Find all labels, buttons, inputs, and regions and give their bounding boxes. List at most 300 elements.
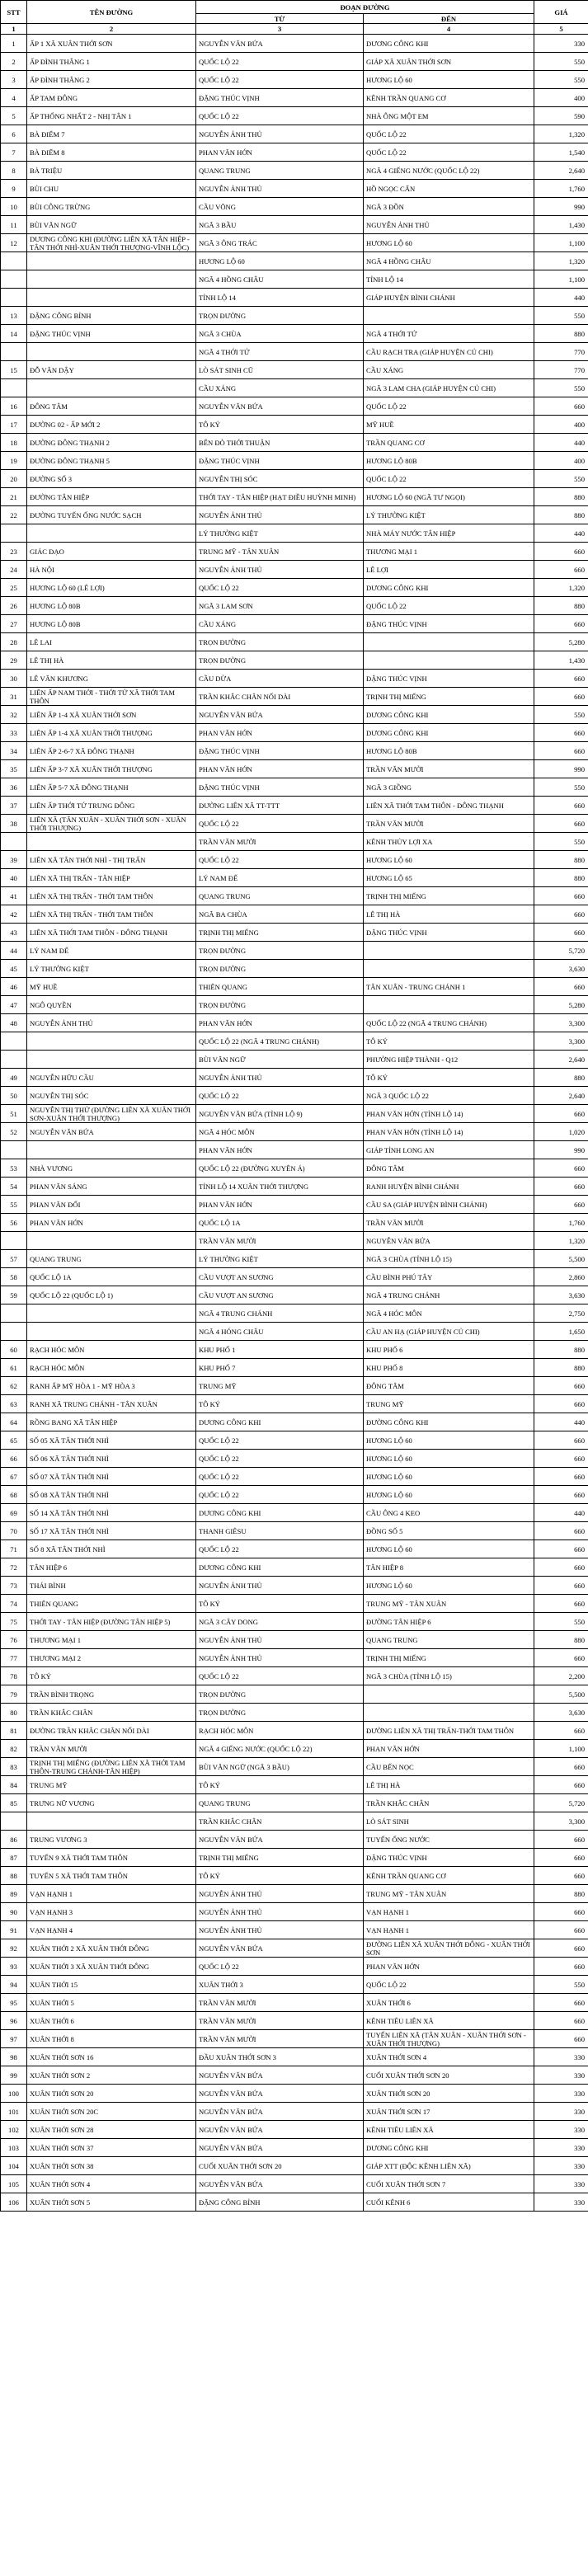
segment-to: KHU PHỐ 6: [364, 1341, 534, 1359]
row-stt: 72: [1, 1558, 27, 1577]
row-stt: 102: [1, 2121, 27, 2139]
row-stt: 80: [1, 1704, 27, 1722]
row-stt: [1, 252, 27, 270]
segment-to: ĐƯỜNG LIÊN XÃ THỊ TRẤN-THỚI TAM THÔN: [364, 1722, 534, 1740]
segment-from: NGÃ 3 LAM SƠN: [196, 597, 364, 615]
segment-to: ĐÔNG TÂM: [364, 1159, 534, 1178]
price-value: 660: [534, 1450, 588, 1468]
segment-to: QUỐC LỘ 22 (NGÃ 4 TRUNG CHÁNH): [364, 1014, 534, 1032]
price-value: 400: [534, 89, 588, 107]
street-name: NGÔ QUYỀN: [27, 996, 196, 1014]
segment-from: NGUYỄN VĂN BỨA: [196, 1831, 364, 1849]
segment-from: LÝ NAM ĐẾ: [196, 869, 364, 887]
table-row: [1, 1486, 588, 1504]
segment-to: DƯƠNG CÔNG KHI: [364, 706, 534, 724]
price-value: 660: [534, 1921, 588, 1939]
table-row: [1, 1323, 588, 1341]
price-value: 1,320: [534, 579, 588, 597]
segment-to: TRẦN VĂN MƯỜI: [364, 760, 534, 778]
segment-to: XUÂN THỚI SƠN 20: [364, 2085, 534, 2103]
column-number-row: [1, 24, 588, 35]
segment-to: [364, 633, 534, 651]
segment-to: DƯƠNG CÔNG KHI: [364, 579, 534, 597]
segment-to: [364, 1704, 534, 1722]
table-row: [1, 162, 588, 180]
row-stt: 33: [1, 724, 27, 742]
table-row: [1, 2030, 588, 2048]
row-stt: 35: [1, 760, 27, 778]
segment-from: NGUYỄN ẢNH THỦ: [196, 1649, 364, 1667]
row-stt: 59: [1, 1286, 27, 1304]
segment-from: ĐẶNG CÔNG BỈNH: [196, 2193, 364, 2212]
segment-to: LÊ LỢI: [364, 561, 534, 579]
row-stt: 66: [1, 1450, 27, 1468]
street-name: ẤP 1 XÃ XUÂN THỚI SƠN: [27, 35, 196, 53]
segment-from: TÔ KÝ: [196, 1595, 364, 1613]
segment-to: NGÃ 4 HÓC MÔN: [364, 1304, 534, 1323]
row-stt: 85: [1, 1794, 27, 1812]
segment-from: ĐƯỜNG LIÊN XÃ TT-TTT: [196, 797, 364, 815]
street-name: XUÂN THỚI 2 XÃ XUÂN THỚI ĐÔNG: [27, 1939, 196, 1958]
segment-from: NGUYỄN VĂN BỨA: [196, 2085, 364, 2103]
segment-to: NGÃ 3 CHÙA (TỈNH LỘ 15): [364, 1250, 534, 1268]
segment-to: [364, 651, 534, 670]
table-row: [1, 1540, 588, 1558]
segment-from: CẦU VƯỢT AN SƯƠNG: [196, 1268, 364, 1286]
row-stt: 17: [1, 416, 27, 434]
row-stt: 71: [1, 1540, 27, 1558]
table-row: [1, 379, 588, 397]
table-row: [1, 706, 588, 724]
segment-from: NGUYỄN ẢNH THỦ: [196, 1069, 364, 1087]
price-value: 660: [534, 1522, 588, 1540]
table-row: [1, 1758, 588, 1776]
segment-from: THỚI TAY - TÂN HIỆP (HẠT ĐIỀU HUỲNH MINH): [196, 488, 364, 506]
segment-to: PHAN VĂN HỚN: [364, 1958, 534, 1976]
segment-from: NGÃ BA CHÙA: [196, 905, 364, 924]
segment-from: KHU PHỐ 1: [196, 1341, 364, 1359]
row-stt: 86: [1, 1831, 27, 1849]
table-row: [1, 2048, 588, 2066]
price-value: 1,760: [534, 180, 588, 198]
price-value: 550: [534, 833, 588, 851]
street-name: LÊ THỊ HÀ: [27, 651, 196, 670]
table-row: [1, 1849, 588, 1867]
row-stt: 60: [1, 1341, 27, 1359]
segment-to: KHU PHỐ 8: [364, 1359, 534, 1377]
segment-from: NGUYỄN ẢNH THỦ: [196, 125, 364, 143]
street-name: ẤP THỐNG NHẤT 2 - NHỊ TÂN 1: [27, 107, 196, 125]
table-row: [1, 1577, 588, 1595]
street-name: SỐ 17 XÃ TÂN THỚI NHÌ: [27, 1522, 196, 1540]
row-stt: [1, 289, 27, 307]
row-stt: 64: [1, 1413, 27, 1431]
table-row: [1, 125, 588, 143]
table-row: [1, 270, 588, 289]
table-row: [1, 180, 588, 198]
segment-from: LÒ SÁT SINH CŨ: [196, 361, 364, 379]
price-value: 1,650: [534, 1323, 588, 1341]
segment-to: QUỐC LỘ 22: [364, 597, 534, 615]
street-name: [27, 833, 196, 851]
price-value: 770: [534, 343, 588, 361]
price-value: 880: [534, 1359, 588, 1377]
street-name: THIÊN QUANG: [27, 1595, 196, 1613]
price-value: 660: [534, 1540, 588, 1558]
segment-from: TÔ KÝ: [196, 416, 364, 434]
price-value: 1,320: [534, 252, 588, 270]
street-name: TRUNG VƯƠNG 3: [27, 1831, 196, 1849]
row-stt: 51: [1, 1105, 27, 1123]
price-value: 550: [534, 71, 588, 89]
segment-to: CẦU ÔNG 4 KEO: [364, 1504, 534, 1522]
row-stt: 47: [1, 996, 27, 1014]
street-name: LIÊN XÃ (TÂN XUÂN - XUÂN THỚI SƠN - XUÂN THỚI THƯỢNG): [27, 815, 196, 833]
price-value: 2,860: [534, 1268, 588, 1286]
row-stt: 84: [1, 1776, 27, 1794]
street-name: [27, 1141, 196, 1159]
street-name: VẠN HẠNH 4: [27, 1921, 196, 1939]
row-stt: 5: [1, 107, 27, 125]
segment-to: VẠN HẠNH 1: [364, 1921, 534, 1939]
row-stt: [1, 833, 27, 851]
table-row: [1, 2139, 588, 2157]
table-row: [1, 1123, 588, 1141]
row-stt: 25: [1, 579, 27, 597]
table-row: [1, 1958, 588, 1976]
street-name: [27, 524, 196, 543]
street-name: XUÂN THỚI 5: [27, 1994, 196, 2012]
segment-from: QUỐC LỘ 22: [196, 1958, 364, 1976]
street-name: TRẦN VĂN MƯỜI: [27, 1740, 196, 1758]
price-value: 1,100: [534, 234, 588, 252]
table-row: [1, 1178, 588, 1196]
segment-from: TỈNH LỘ 14: [196, 289, 364, 307]
table-row: [1, 1069, 588, 1087]
street-name: BÀ TRIỆU: [27, 162, 196, 180]
segment-to: CUỐI KÊNH 6: [364, 2193, 534, 2212]
segment-to: NGUYỄN ẢNH THỦ: [364, 216, 534, 234]
row-stt: 12: [1, 234, 27, 252]
street-name: ĐƯỜNG ĐÔNG THẠNH 5: [27, 452, 196, 470]
price-value: 660: [534, 887, 588, 905]
table-row: [1, 234, 588, 252]
table-row: [1, 53, 588, 71]
segment-from: THANH GIÊSU: [196, 1522, 364, 1540]
street-name: BÙI CÔNG TRỪNG: [27, 198, 196, 216]
street-name: TUYẾN 5 XÃ THỚI TAM THÔN: [27, 1867, 196, 1885]
row-stt: 6: [1, 125, 27, 143]
street-name: BÙI VĂN NGỮ: [27, 216, 196, 234]
street-name: XUÂN THỚI SƠN 28: [27, 2121, 196, 2139]
table-row: [1, 1939, 588, 1958]
segment-from: QUỐC LỘ 22: [196, 1431, 364, 1450]
price-value: 880: [534, 1631, 588, 1649]
table-row: [1, 1631, 588, 1649]
table-row: [1, 597, 588, 615]
segment-to: LÊ THỊ HÀ: [364, 1776, 534, 1794]
price-value: 3,630: [534, 1704, 588, 1722]
street-name: NGUYỄN THỊ SÓC: [27, 1087, 196, 1105]
price-value: 660: [534, 1776, 588, 1794]
street-name: HƯƠNG LỘ 80B: [27, 597, 196, 615]
row-stt: 69: [1, 1504, 27, 1522]
segment-to: LÊ THỊ HÀ: [364, 905, 534, 924]
price-value: 660: [534, 615, 588, 633]
table-row: [1, 289, 588, 307]
segment-from: PHAN VĂN HỚN: [196, 1141, 364, 1159]
row-stt: 38: [1, 815, 27, 833]
street-name: TÔ KÝ: [27, 1667, 196, 1685]
segment-from: NGUYỄN ẢNH THỦ: [196, 1903, 364, 1921]
segment-from: NGUYỄN VĂN BỨA: [196, 35, 364, 53]
street-name: LÝ NAM ĐẾ: [27, 942, 196, 960]
street-name: NGUYỄN THỊ THỬ (ĐƯỜNG LIÊN XÃ XUÂN THỚI SƠN-XUÂN THỚI THƯỢNG): [27, 1105, 196, 1123]
row-stt: 65: [1, 1431, 27, 1450]
price-value: 660: [534, 1867, 588, 1885]
segment-from: THIÊN QUANG: [196, 978, 364, 996]
segment-from: TRỊNH THỊ MIẾNG: [196, 1849, 364, 1867]
street-name: NGUYỄN HỮU CẦU: [27, 1069, 196, 1087]
street-name: [27, 343, 196, 361]
street-name: XUÂN THỚI SƠN 37: [27, 2139, 196, 2157]
price-value: 440: [534, 1504, 588, 1522]
segment-from: BÙI VĂN NGỮ: [196, 1051, 364, 1069]
table-row: [1, 851, 588, 869]
segment-from: TRẦN VĂN MƯỜI: [196, 833, 364, 851]
segment-to: HƯƠNG LỘ 60: [364, 1577, 534, 1595]
segment-to: ĐẶNG THÚC VỊNH: [364, 615, 534, 633]
row-stt: 4: [1, 89, 27, 107]
table-row: [1, 397, 588, 416]
segment-to: CẦU SA (GIÁP HUYỆN BÌNH CHÁNH): [364, 1196, 534, 1214]
price-value: 2,640: [534, 1087, 588, 1105]
street-name: NHÀ VƯƠNG: [27, 1159, 196, 1178]
table-row: [1, 2157, 588, 2175]
street-name: SỐ 14 XÃ TÂN THỚI NHÌ: [27, 1504, 196, 1522]
segment-to: NHÀ MÁY NƯỚC TÂN HIỆP: [364, 524, 534, 543]
row-stt: 22: [1, 506, 27, 524]
price-value: 330: [534, 2066, 588, 2085]
row-stt: 11: [1, 216, 27, 234]
segment-from: TRẦN KHẮC CHÂN: [196, 1812, 364, 1831]
segment-from: NGUYỄN ẢNH THỦ: [196, 180, 364, 198]
row-stt: 106: [1, 2193, 27, 2212]
column-number: 4: [364, 24, 534, 35]
table-row: [1, 1395, 588, 1413]
price-value: 660: [534, 1649, 588, 1667]
price-value: 660: [534, 1831, 588, 1849]
segment-to: CẦU RẠCH TRA (GIÁP HUYỆN CỦ CHI): [364, 343, 534, 361]
street-name: QUANG TRUNG: [27, 1250, 196, 1268]
row-stt: 7: [1, 143, 27, 162]
segment-from: HƯƠNG LỘ 60: [196, 252, 364, 270]
segment-to: HƯƠNG LỘ 60: [364, 234, 534, 252]
header-stt: STT: [1, 1, 27, 24]
segment-from: TÔ KÝ: [196, 1395, 364, 1413]
price-value: 880: [534, 488, 588, 506]
row-stt: 91: [1, 1921, 27, 1939]
price-value: 770: [534, 361, 588, 379]
segment-to: TRẦN VĂN MƯỜI: [364, 815, 534, 833]
table-row: [1, 1087, 588, 1105]
segment-from: DƯƠNG CÔNG KHI: [196, 1504, 364, 1522]
row-stt: 90: [1, 1903, 27, 1921]
price-value: 990: [534, 198, 588, 216]
segment-to: HƯƠNG LỘ 60: [364, 1450, 534, 1468]
price-value: 400: [534, 452, 588, 470]
table-row: [1, 1196, 588, 1214]
segment-from: TRỌN ĐƯỜNG: [196, 942, 364, 960]
price-value: 330: [534, 2139, 588, 2157]
segment-from: PHAN VĂN HỚN: [196, 760, 364, 778]
segment-to: CẦU XÁNG: [364, 361, 534, 379]
segment-from: NGUYỄN VĂN BỨA: [196, 1939, 364, 1958]
column-number: 5: [534, 24, 588, 35]
header-segment: ĐOẠN ĐƯỜNG: [196, 1, 534, 14]
street-name: LIÊN ẤP 1-4 XÃ XUÂN THỚI SƠN: [27, 706, 196, 724]
segment-to: GIÁP TỈNH LONG AN: [364, 1141, 534, 1159]
segment-from: ĐẶNG THÚC VỊNH: [196, 742, 364, 760]
price-value: 660: [534, 1722, 588, 1740]
segment-from: NGUYỄN THỊ SÓC: [196, 470, 364, 488]
segment-from: QUỐC LỘ 22: [196, 579, 364, 597]
table-row: [1, 688, 588, 706]
segment-to: ĐÔNG TÂM: [364, 1377, 534, 1395]
street-name: GIÁC ĐẠO: [27, 543, 196, 561]
table-row: [1, 143, 588, 162]
price-value: 660: [534, 1958, 588, 1976]
row-stt: 40: [1, 869, 27, 887]
segment-from: NGUYỄN VĂN BỨA (TỈNH LỘ 9): [196, 1105, 364, 1123]
table-row: [1, 670, 588, 688]
street-name: ĐÔNG TÂM: [27, 397, 196, 416]
table-row: [1, 506, 588, 524]
street-name: [27, 379, 196, 397]
row-stt: [1, 1812, 27, 1831]
table-row: [1, 924, 588, 942]
segment-from: PHAN VĂN HỚN: [196, 724, 364, 742]
segment-from: NGUYỄN VĂN BỨA: [196, 2066, 364, 2085]
row-stt: 88: [1, 1867, 27, 1885]
segment-from: PHAN VĂN HỚN: [196, 1196, 364, 1214]
table-row: [1, 1903, 588, 1921]
segment-from: CẦU VÕNG: [196, 198, 364, 216]
table-row: [1, 1450, 588, 1468]
price-value: 660: [534, 724, 588, 742]
segment-to: ĐẶNG THÚC VỊNH: [364, 670, 534, 688]
row-stt: 61: [1, 1359, 27, 1377]
row-stt: 34: [1, 742, 27, 760]
row-stt: 73: [1, 1577, 27, 1595]
street-name: XUÂN THỚI SƠN 16: [27, 2048, 196, 2066]
segment-from: TRỌN ĐƯỜNG: [196, 960, 364, 978]
row-stt: 45: [1, 960, 27, 978]
row-stt: 89: [1, 1885, 27, 1903]
segment-from: NGÃ 4 THỚI TỨ: [196, 343, 364, 361]
row-stt: 13: [1, 307, 27, 325]
segment-from: RẠCH HÓC MÔN: [196, 1722, 364, 1740]
segment-to: NGÃ 3 ĐỒN: [364, 198, 534, 216]
row-stt: 99: [1, 2066, 27, 2085]
price-value: 660: [534, 924, 588, 942]
segment-from: QUỐC LỘ 22: [196, 815, 364, 833]
price-value: 880: [534, 1885, 588, 1903]
price-value: 660: [534, 1105, 588, 1123]
table-row: [1, 869, 588, 887]
street-name: THỚI TAY - TÂN HIỆP (ĐƯỜNG TÂN HIỆP 5): [27, 1613, 196, 1631]
street-name: ẤP ĐÌNH THẮNG 1: [27, 53, 196, 71]
row-stt: [1, 1304, 27, 1323]
street-name: RANH ẤP MỸ HÒA 1 - MỸ HÒA 3: [27, 1377, 196, 1395]
row-stt: 2: [1, 53, 27, 71]
row-stt: 32: [1, 706, 27, 724]
table-row: [1, 416, 588, 434]
street-name: LIÊN ẤP 3-7 XÃ XUÂN THỚI THƯỢNG: [27, 760, 196, 778]
table-row: [1, 887, 588, 905]
segment-to: TRỊNH THỊ MIẾNG: [364, 688, 534, 706]
table-row: [1, 343, 588, 361]
street-name: ĐƯỜNG TÂN HIỆP: [27, 488, 196, 506]
row-stt: [1, 343, 27, 361]
segment-from: CẦU XÁNG: [196, 379, 364, 397]
table-row: [1, 1794, 588, 1812]
segment-to: TÂN XUÂN - TRUNG CHÁNH 1: [364, 978, 534, 996]
row-stt: 41: [1, 887, 27, 905]
row-stt: 31: [1, 688, 27, 706]
segment-from: TRUNG MỸ: [196, 1377, 364, 1395]
table-row: [1, 1359, 588, 1377]
segment-to: ĐỒNG SỐ 5: [364, 1522, 534, 1540]
street-name: TRẦN BÌNH TRỌNG: [27, 1685, 196, 1704]
row-stt: 39: [1, 851, 27, 869]
price-value: 660: [534, 1486, 588, 1504]
segment-from: XUÂN THỚI 3: [196, 1976, 364, 1994]
table-row: [1, 1831, 588, 1849]
price-value: 330: [534, 2103, 588, 2121]
price-value: 660: [534, 1903, 588, 1921]
price-value: 660: [534, 1196, 588, 1214]
street-name: RỒNG BANG XÃ TÂN HIỆP: [27, 1413, 196, 1431]
price-value: 660: [534, 1939, 588, 1958]
segment-from: NGÃ 4 HÓC MÔN: [196, 1123, 364, 1141]
table-row: [1, 325, 588, 343]
price-value: 5,500: [534, 1685, 588, 1704]
table-row: [1, 615, 588, 633]
street-name: BÀ ĐIỂM 7: [27, 125, 196, 143]
row-stt: 68: [1, 1486, 27, 1504]
street-name: XUÂN THỚI SƠN 2: [27, 2066, 196, 2085]
row-stt: 100: [1, 2085, 27, 2103]
segment-from: QUỐC LỘ 22: [196, 107, 364, 125]
price-value: 1,430: [534, 651, 588, 670]
street-name: PHAN VĂN SÁNG: [27, 1178, 196, 1196]
row-stt: 103: [1, 2139, 27, 2157]
street-name: SỐ 8 XÃ TÂN THỚI NHÌ: [27, 1540, 196, 1558]
segment-from: NGUYỄN VĂN BỨA: [196, 2175, 364, 2193]
table-row: [1, 1032, 588, 1051]
row-stt: 58: [1, 1268, 27, 1286]
segment-to: TRẦN QUANG CƠ: [364, 434, 534, 452]
segment-from: CẦU DỪA: [196, 670, 364, 688]
price-value: 5,500: [534, 1250, 588, 1268]
segment-from: TÔ KÝ: [196, 1776, 364, 1794]
price-value: 660: [534, 1994, 588, 2012]
price-value: 440: [534, 1413, 588, 1431]
table-row: [1, 2012, 588, 2030]
segment-to: LÒ SÁT SINH: [364, 1812, 534, 1831]
segment-from: TRUNG MỸ - TÂN XUÂN: [196, 543, 364, 561]
